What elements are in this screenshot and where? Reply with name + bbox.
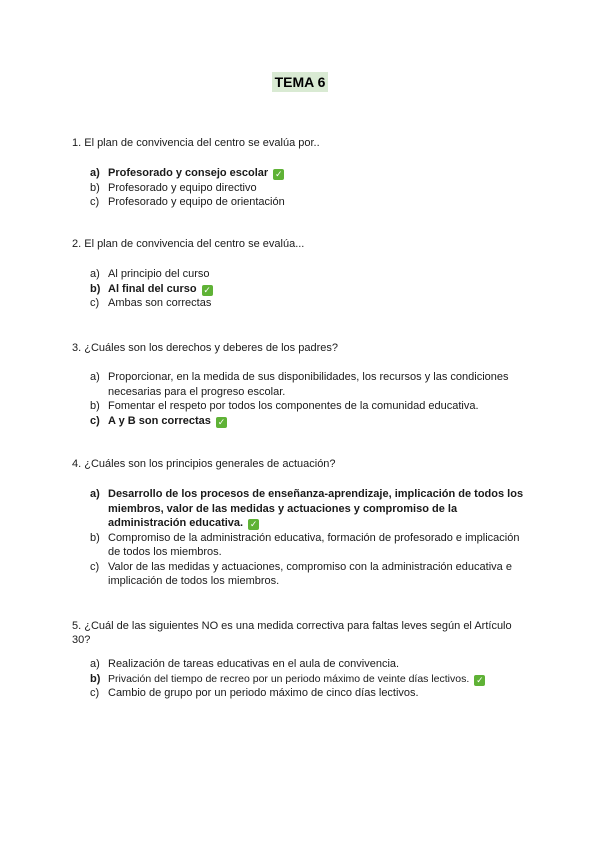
option-letter: a) (90, 371, 100, 383)
option-text: A y B son correctas (108, 414, 211, 427)
option-letter: c) (90, 297, 100, 309)
option-text: Cambio de grupo por un periodo máximo de cinco días lectivos. (108, 687, 419, 699)
check-icon: ✓ (217, 416, 226, 427)
option-c (72, 560, 532, 589)
option-c (72, 686, 532, 701)
option-letter: b) (90, 400, 100, 412)
option-letter: b) (90, 672, 101, 685)
option-text: Profesorado y equipo de orientación (108, 196, 285, 208)
title-wrap (0, 72, 600, 92)
option-letter: c) (90, 560, 100, 573)
option-letter: a) (90, 488, 100, 500)
option-letter: c) (90, 196, 100, 208)
option-letter: b) (90, 282, 101, 295)
options-list (72, 657, 532, 701)
option-text: Ambas son correctas (108, 297, 212, 309)
option-text: Compromiso de la administración educativa, formación de profesorado e implicación de todos los miembros. (108, 531, 520, 558)
option-a (72, 487, 532, 531)
check-icon: ✓ (203, 284, 211, 295)
option-b (72, 282, 532, 297)
option-c (72, 296, 532, 311)
option-text: Realización de tareas educativas en el aula de convivencia. (108, 658, 400, 670)
options-list (72, 370, 532, 428)
question-1 (72, 136, 532, 210)
page-title: TEMA 6 (272, 72, 329, 92)
option-letter: c) (90, 414, 100, 427)
option-letter: a) (90, 167, 100, 179)
check-icon: ✓ (274, 169, 283, 179)
option-text: Desarrollo de los procesos de enseñanza-aprendizaje, implicación de todos los miembros, valor de las medidas y actuaciones y compromiso de la administración educativa. (108, 488, 524, 529)
option-text: Al final del curso (108, 282, 197, 295)
option-text: Profesorado y equipo directivo (108, 181, 257, 194)
options-list (72, 166, 532, 210)
options-list (72, 267, 532, 311)
option-c (72, 195, 532, 210)
option-letter: c) (90, 687, 100, 699)
option-a (72, 267, 532, 282)
option-text: Al principio del curso (108, 268, 210, 280)
option-text: Privación del tiempo de recreo por un periodo máximo de veinte días lectivos. (108, 672, 470, 685)
option-text: Profesorado y consejo escolar (108, 167, 269, 179)
option-text: Valor de las medidas y actuaciones, compromiso con la administración educativa e implicación de todos los miembros. (108, 560, 512, 587)
option-letter: b) (90, 531, 100, 544)
question-text: 2. El plan de convivencia del centro se evalúa... (72, 238, 305, 250)
option-text: Proporcionar, en la medida de sus disponibilidades, los recursos y las condiciones necesarias para el progreso escolar. (108, 371, 509, 398)
question-2 (72, 237, 532, 311)
option-c (72, 414, 532, 429)
option-letter: a) (90, 268, 100, 280)
question-text: 5. ¿Cuál de las siguientes NO es una medida correctiva para faltas leves según el Artículo 30? (72, 620, 512, 646)
question-text: 3. ¿Cuáles son los derechos y deberes de los padres? (72, 342, 338, 354)
question-4 (72, 457, 532, 589)
option-b (72, 672, 532, 687)
question-3 (72, 341, 532, 428)
question-text: 4. ¿Cuáles son los principios generales de actuación? (72, 458, 336, 470)
option-a (72, 370, 532, 399)
check-icon: ✓ (476, 674, 484, 685)
option-b (72, 531, 532, 560)
option-a (72, 657, 532, 672)
option-b (72, 181, 532, 196)
question-5 (72, 619, 532, 701)
option-b (72, 399, 532, 414)
question-text: 1. El plan de convivencia del centro se evalúa por.. (72, 137, 320, 149)
option-a (72, 166, 532, 181)
check-icon: ✓ (249, 519, 258, 529)
option-letter: b) (90, 181, 100, 194)
option-letter: a) (90, 658, 100, 670)
option-text: Fomentar el respeto por todos los componentes de la comunidad educativa. (108, 400, 479, 412)
options-list (72, 487, 532, 589)
